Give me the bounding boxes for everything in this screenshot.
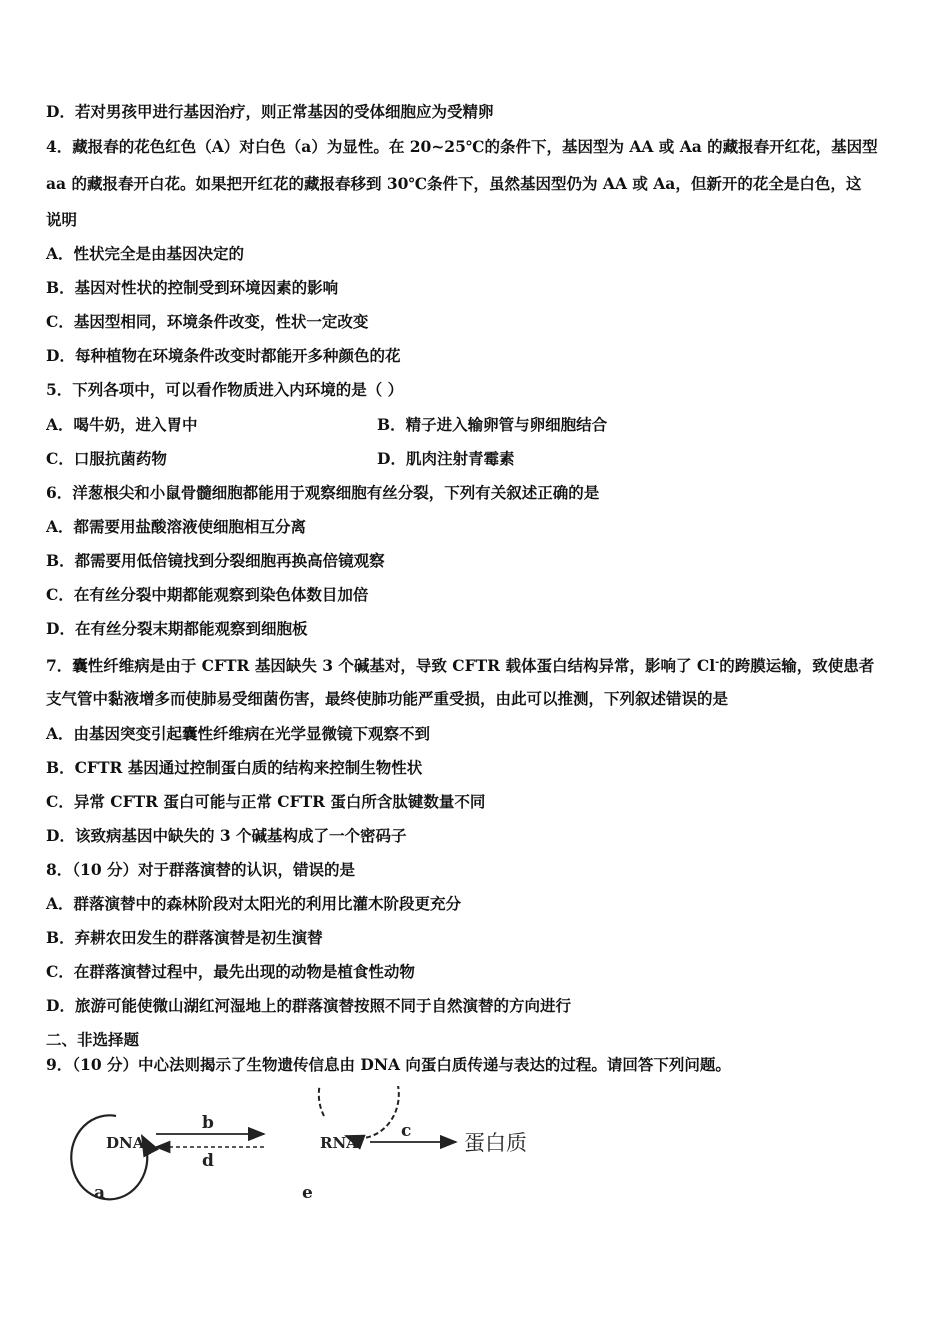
label-c: c (401, 1121, 412, 1141)
rna-replication-loop (319, 1086, 399, 1138)
q6-option-d: D．在有丝分裂末期都能观察到细胞板 (46, 619, 308, 638)
q7-option-d: D．该致病基因中缺失的 3 个碱基构成了一个密码子 (46, 826, 407, 845)
q4-option-d: D．每种植物在环境条件改变时都能开多种颜色的花 (46, 346, 401, 365)
q4-stem-line2: aa 的藏报春开白花。如果把开红花的藏报春移到 30℃条件下，虽然基因型仍为 AA 或 Aa，但新开的花全是白色，这 (46, 174, 862, 193)
q7-option-b: B．CFTR 基因通过控制蛋白质的结构来控制生物性状 (46, 758, 423, 777)
rna-label: RNA (320, 1134, 358, 1152)
label-e: e (302, 1183, 313, 1203)
label-a: a (94, 1183, 106, 1203)
q5-option-d: D．肌肉注射青霉素 (377, 449, 515, 468)
section-title: 二、非选择题 (46, 1030, 140, 1049)
protein-label: 蛋白质 (464, 1131, 527, 1155)
q4-option-c: C．基因型相同，环境条件改变，性状一定改变 (46, 312, 369, 331)
q4-stem-line3: 说明 (46, 210, 78, 229)
q5-option-c: C．口服抗菌药物 (46, 449, 167, 468)
q4-stem-line1: 4．藏报春的花色红色（A）对白色（a）为显性。在 20~25℃的条件下，基因型为 AA 或 Aa 的藏报春开红花，基因型 (46, 137, 878, 156)
q8-option-b: B．弃耕农田发生的群落演替是初生演替 (46, 928, 323, 947)
dna-label: DNA (106, 1134, 145, 1152)
q7-chloride-superscript: - (715, 657, 720, 668)
q8-stem: 8．（10 分）对于群落演替的认识，错误的是 (46, 860, 356, 879)
q6-option-b: B．都需要用低倍镜找到分裂细胞再换高倍镜观察 (46, 551, 385, 570)
q6-option-a: A．都需要用盐酸溶液使细胞相互分离 (46, 517, 307, 536)
q7-stem-line1 (46, 653, 874, 676)
q4-option-a: A．性状完全是由基因决定的 (46, 244, 245, 263)
q8-option-c: C．在群落演替过程中，最先出现的动物是植食性动物 (46, 962, 415, 981)
q5-stem: 5．下列各项中，可以看作物质进入内环境的是（ ） (46, 380, 404, 399)
dna-replication-loop (71, 1115, 147, 1199)
q7-stem-line2: 支气管中黏液增多而使肺易受细菌伤害，最终使肺功能严重受损，由此可以推测，下列叙述错误的是 (46, 689, 729, 708)
q9-stem: 9．（10 分）中心法则揭示了生物遗传信息由 DNA 向蛋白质传递与表达的过程。请回答下列问题。 (46, 1055, 731, 1074)
q7-option-c: C．异常 CFTR 蛋白可能与正常 CFTR 蛋白所含肽键数量不同 (46, 792, 486, 811)
q7-stem-line1-a: 7．囊性纤维病是由于 CFTR 基因缺失 3 个碱基对，导致 CFTR 载体蛋白结构异常，影响了 Cl (46, 656, 716, 676)
label-b: b (202, 1113, 214, 1133)
q4-option-b: B．基因对性状的控制受到环境因素的影响 (46, 278, 339, 297)
q8-option-a: A．群落演替中的森林阶段对太阳光的利用比灌木阶段更充分 (46, 894, 462, 913)
q8-option-d: D．旅游可能使微山湖红河湿地上的群落演替按照不同于自然演替的方向进行 (46, 996, 571, 1015)
q7-option-a: A．由基因突变引起囊性纤维病在光学显微镜下观察不到 (46, 724, 431, 743)
q5-option-b: B．精子进入输卵管与卵细胞结合 (377, 415, 608, 434)
q5-option-a: A．喝牛奶，进入胃中 (46, 415, 198, 434)
q3-option-d: D．若对男孩甲进行基因治疗，则正常基因的受体细胞应为受精卵 (46, 102, 494, 121)
q6-stem: 6．洋葱根尖和小鼠骨髓细胞都能用于观察细胞有丝分裂，下列有关叙述正确的是 (46, 483, 600, 502)
central-dogma-diagram (46, 1086, 566, 1210)
label-d: d (202, 1151, 214, 1171)
q6-option-c: C．在有丝分裂中期都能观察到染色体数目加倍 (46, 585, 369, 604)
q7-stem-line1-b: 的跨膜运输，致使患者 (719, 656, 875, 676)
